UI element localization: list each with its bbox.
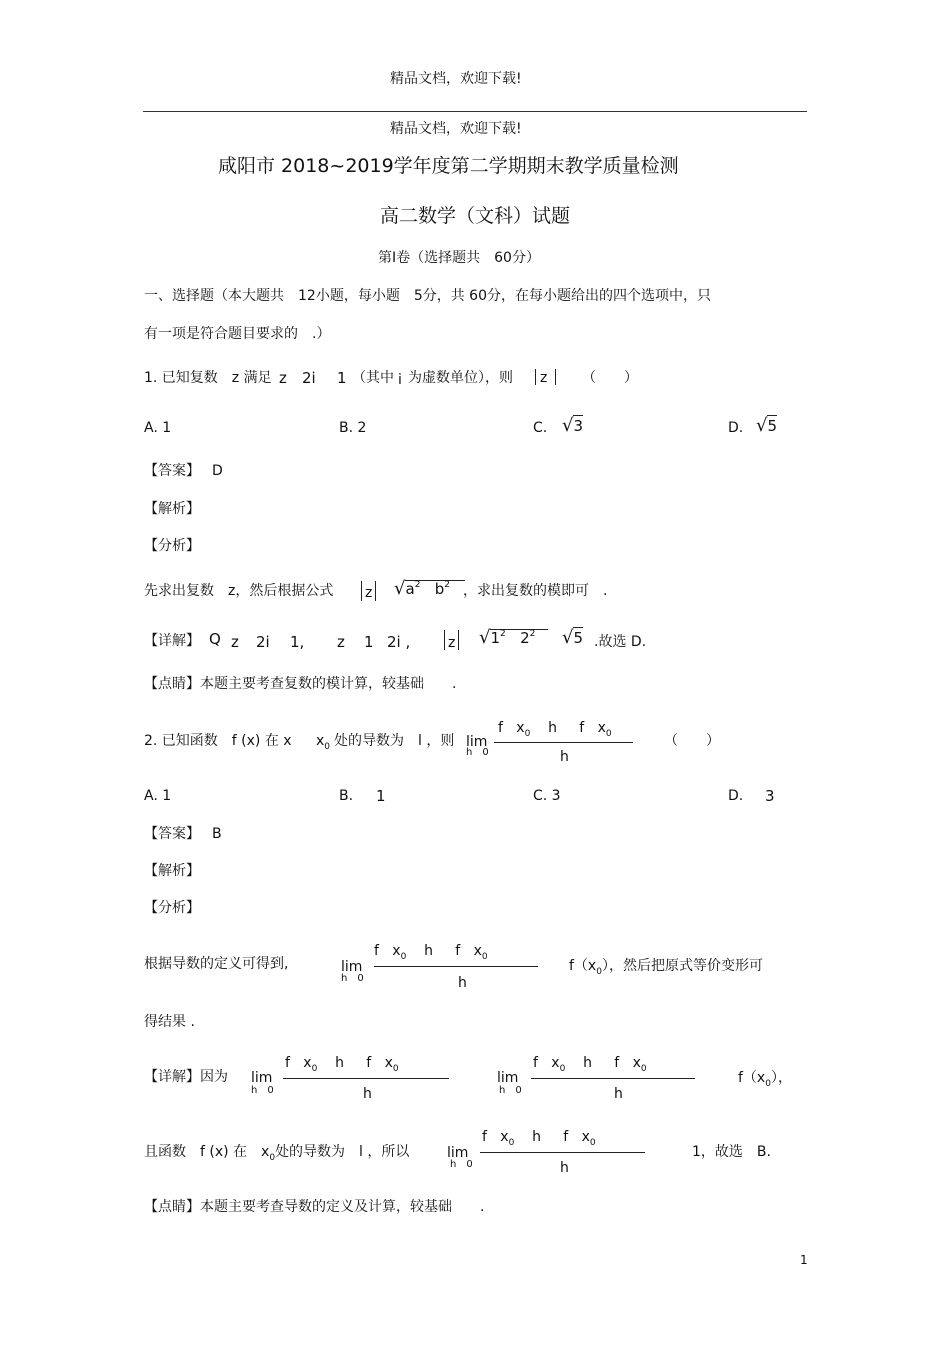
- q1-answer-label: 【答案】: [144, 463, 200, 479]
- sub-0: 0: [589, 1138, 596, 1148]
- q2-lim-sub: h 0: [466, 747, 489, 758]
- q2-detail-fx0: [738, 1070, 792, 1089]
- q2-dianjing: 【点睛】本题主要考查导数的定义及计算，较基础 .: [144, 1199, 485, 1215]
- q1-fenxi-z: z: [365, 585, 373, 601]
- q1-option-d-label: D.: [728, 420, 744, 436]
- q2-jiexi: 【解析】: [144, 863, 200, 879]
- sqrt-icon: √: [479, 627, 491, 648]
- radicand-5: 5: [573, 629, 584, 647]
- sqrt-icon: √: [562, 627, 574, 648]
- q2-fenxi-tail: ），然后把原式等价变形可: [601, 958, 763, 974]
- q2-fenxi-text: 根据导数的定义可得到,: [144, 956, 289, 972]
- abs-bar: [361, 581, 362, 601]
- sub-0: 0: [524, 729, 531, 739]
- q1-detail-label: 【详解】: [144, 633, 200, 649]
- header-rule: [143, 111, 807, 112]
- var-x: x: [551, 1055, 560, 1071]
- q2-detail2-start: [144, 1144, 410, 1163]
- sqrt-icon: √: [394, 578, 406, 599]
- q1-var-i: i: [398, 372, 402, 388]
- func-fx: f（x: [738, 1070, 766, 1086]
- q2-option-d-value: 3: [765, 787, 775, 805]
- q2-stem-start: 2. 已知函数 f (x) 在 x: [144, 733, 292, 749]
- page-number: 1: [800, 1253, 808, 1267]
- abs-bar: [444, 630, 445, 650]
- abs-bar: [458, 630, 459, 650]
- func-f: f: [366, 1055, 372, 1071]
- var-x: x: [632, 1055, 641, 1071]
- q1-detail-1b: 1: [364, 633, 374, 651]
- watermark-second: 精品文档，欢迎下载!: [390, 121, 522, 137]
- sub-0: 0: [508, 1138, 515, 1148]
- section-heading: 第Ⅰ卷（选择题共 60分）: [378, 250, 540, 266]
- q1-option-d-value: [756, 417, 777, 435]
- func-f: f: [498, 720, 503, 736]
- q2-answer-paren: （ ）: [664, 733, 720, 749]
- var-x: x: [597, 720, 606, 736]
- q1-term-1: 1: [337, 369, 347, 387]
- var-h: h: [548, 720, 558, 736]
- exp-2: 2: [414, 580, 421, 590]
- sub-0: 0: [400, 952, 407, 962]
- q2-detail-num2: [533, 1055, 647, 1074]
- q1-detail-z2: z: [337, 633, 345, 651]
- sub-0: 0: [640, 1064, 647, 1074]
- num-one: 1: [490, 629, 501, 647]
- q2-detail2-text-b: 处的导数为 l ，所以: [275, 1144, 410, 1160]
- abs-bar: [375, 581, 376, 601]
- sub-0: 0: [559, 1064, 566, 1074]
- q1-var-z: z: [279, 369, 287, 387]
- sqrt-icon: √: [562, 415, 574, 436]
- q1-fenxi-radicand: [405, 580, 465, 597]
- sub-0: 0: [269, 1153, 276, 1163]
- sub-0: 0: [596, 967, 602, 977]
- exp-2: 2: [444, 580, 450, 590]
- var-x: x: [303, 1055, 312, 1071]
- q1-answer-value: D: [212, 463, 223, 479]
- q2-detail-lim2: lim: [497, 1070, 519, 1086]
- var-x: x: [473, 943, 482, 959]
- func-f: f: [455, 943, 461, 959]
- q1-answer-paren: （ ）: [582, 370, 638, 386]
- q2-answer-value: B: [212, 826, 222, 842]
- q2-option-d-label: D.: [728, 788, 744, 804]
- exp-2: 2: [529, 629, 536, 639]
- q1-term-2i: 2i: [302, 369, 316, 387]
- q1-option-b: B. 2: [339, 420, 367, 436]
- q2-detail-lim1-sub: h 0: [251, 1085, 274, 1096]
- q2-detail-fraction-bar-1: [283, 1078, 449, 1079]
- var-x: x: [581, 1129, 590, 1145]
- func-f: f: [482, 1129, 487, 1145]
- q1-detail-z: z: [231, 633, 239, 651]
- func-f: f: [579, 720, 585, 736]
- func-fx: f（x: [569, 958, 597, 974]
- q1-detail-formula: [479, 629, 548, 647]
- q1-detail-1: 1,: [290, 633, 305, 651]
- intro-line-2: 有一项是符合题目要求的 .）: [144, 326, 331, 342]
- q2-detail-tail: ），: [770, 1070, 792, 1086]
- exam-title: 咸阳市 2018~2019学年度第二学期期末教学质量检测: [218, 155, 679, 177]
- q2-option-b-label: B.: [339, 788, 354, 804]
- q1-option-c-label: C.: [533, 420, 548, 436]
- q2-detail-lim1: lim: [251, 1070, 273, 1086]
- q1-detail-2i2: 2i ,: [387, 633, 411, 651]
- q1-stem-mid: （其中: [352, 370, 394, 386]
- q1-option-c-radicand: 3: [573, 417, 584, 435]
- q2-denominator: h: [560, 749, 569, 765]
- q2-detail2-end: 1，故选 B.: [692, 1144, 771, 1160]
- sub-0: 0: [605, 729, 612, 739]
- func-f: f: [533, 1055, 538, 1071]
- q1-abs-z: z: [540, 370, 548, 386]
- q2-detail2-lim-sub: h 0: [450, 1159, 473, 1170]
- q2-fenxi-numerator: [374, 943, 488, 962]
- q2-detail-fraction-bar-2: [531, 1078, 695, 1079]
- q2-detail-lim2-sub: h 0: [499, 1085, 522, 1096]
- q2-fenxi-fraction-bar: [374, 966, 538, 967]
- q2-option-b-value: 1: [376, 787, 386, 805]
- q2-detail2-num: [482, 1129, 596, 1148]
- q2-fenxi-result: 得结果 .: [144, 1014, 195, 1030]
- q2-detail-num1: [285, 1055, 399, 1074]
- q2-fraction-bar: [494, 742, 633, 743]
- q1-fenxi-end: ，求出复数的模即可 .: [463, 583, 608, 599]
- intro-line-1: 一、选择题（本大题共 12小题，每小题 5分，共 60分，在每小题给出的四个选项中，只: [144, 288, 711, 304]
- exam-subtitle: 高二数学（文科）试题: [380, 205, 571, 227]
- q2-answer-label: 【答案】: [144, 826, 200, 842]
- var-x: x: [316, 733, 325, 749]
- q1-detail-root5: [562, 629, 583, 647]
- q1-option-d-radicand: 5: [767, 417, 778, 435]
- q2-fenxi: 【分析】: [144, 900, 200, 916]
- q2-stem-mid: 处的导数为 l ，则: [334, 733, 455, 749]
- q1-detail-radicand: [490, 629, 548, 646]
- var-a: a: [405, 580, 415, 598]
- sqrt-icon: √: [756, 415, 768, 436]
- q2-detail2-lim: lim: [447, 1145, 469, 1161]
- var-x: x: [384, 1055, 393, 1071]
- q1-dianjing: 【点睛】本题主要考查复数的模计算，较基础 .: [144, 676, 457, 692]
- q2-detail-label: 【详解】因为: [144, 1069, 228, 1085]
- func-f: f: [285, 1055, 290, 1071]
- q2-detail2-fraction-bar: [480, 1152, 645, 1153]
- q1-stem-end: 为虚数单位），则: [408, 370, 513, 386]
- q2-fenxi-denominator: h: [458, 975, 467, 991]
- q1-detail-2i: 2i: [256, 633, 270, 651]
- q2-numerator: [498, 720, 612, 739]
- q1-fenxi: 【分析】: [144, 538, 200, 554]
- q1-abs-bar-left: [535, 369, 536, 385]
- var-h: h: [532, 1129, 542, 1145]
- q2-fenxi-lim-sub: h 0: [341, 973, 364, 984]
- q2-detail-den2: h: [614, 1086, 623, 1102]
- watermark-top: 精品文档，欢迎下载!: [390, 71, 522, 87]
- q1-detail-absz: z: [448, 635, 456, 651]
- q1-jiexi: 【解析】: [144, 501, 200, 517]
- q2-lim: lim: [466, 734, 488, 750]
- var-h: h: [335, 1055, 345, 1071]
- q1-fenxi-text: 先求出复数 z，然后根据公式: [144, 583, 334, 599]
- sub-0: 0: [765, 1079, 771, 1089]
- var-h: h: [583, 1055, 593, 1071]
- sub-0: 0: [311, 1064, 318, 1074]
- var-x: x: [392, 943, 401, 959]
- q1-stem-start: 1. 已知复数 z 满足: [144, 370, 272, 386]
- var-x: x: [516, 720, 525, 736]
- func-f: f: [614, 1055, 620, 1071]
- therefore-icon: Q: [209, 630, 221, 648]
- var-b: b: [434, 580, 445, 598]
- sub-0: 0: [481, 952, 488, 962]
- func-f: f: [563, 1129, 569, 1145]
- var-x: x: [500, 1129, 509, 1145]
- q1-option-c-value: [562, 417, 583, 435]
- q2-option-a: A. 1: [144, 788, 172, 804]
- exp-2: 2: [500, 629, 506, 639]
- q2-detail2-text: 且函数 f (x) 在 x: [144, 1144, 270, 1160]
- func-f: f: [374, 943, 379, 959]
- q2-option-c: C. 3: [533, 788, 561, 804]
- q2-fenxi-lim: lim: [341, 959, 363, 975]
- q2-detail2-den: h: [560, 1160, 569, 1176]
- sub-0: 0: [324, 742, 331, 752]
- q1-option-a: A. 1: [144, 420, 172, 436]
- num-two: 2: [520, 629, 530, 647]
- sub-0: 0: [392, 1064, 399, 1074]
- q1-abs-bar-right: [555, 369, 556, 385]
- q2-stem-x0: [316, 733, 331, 752]
- q1-detail-end: .故选 D.: [594, 634, 647, 650]
- var-h: h: [424, 943, 434, 959]
- q1-fenxi-formula: [394, 580, 465, 598]
- q2-fenxi-fx0: [569, 958, 763, 977]
- q2-detail-den1: h: [363, 1086, 372, 1102]
